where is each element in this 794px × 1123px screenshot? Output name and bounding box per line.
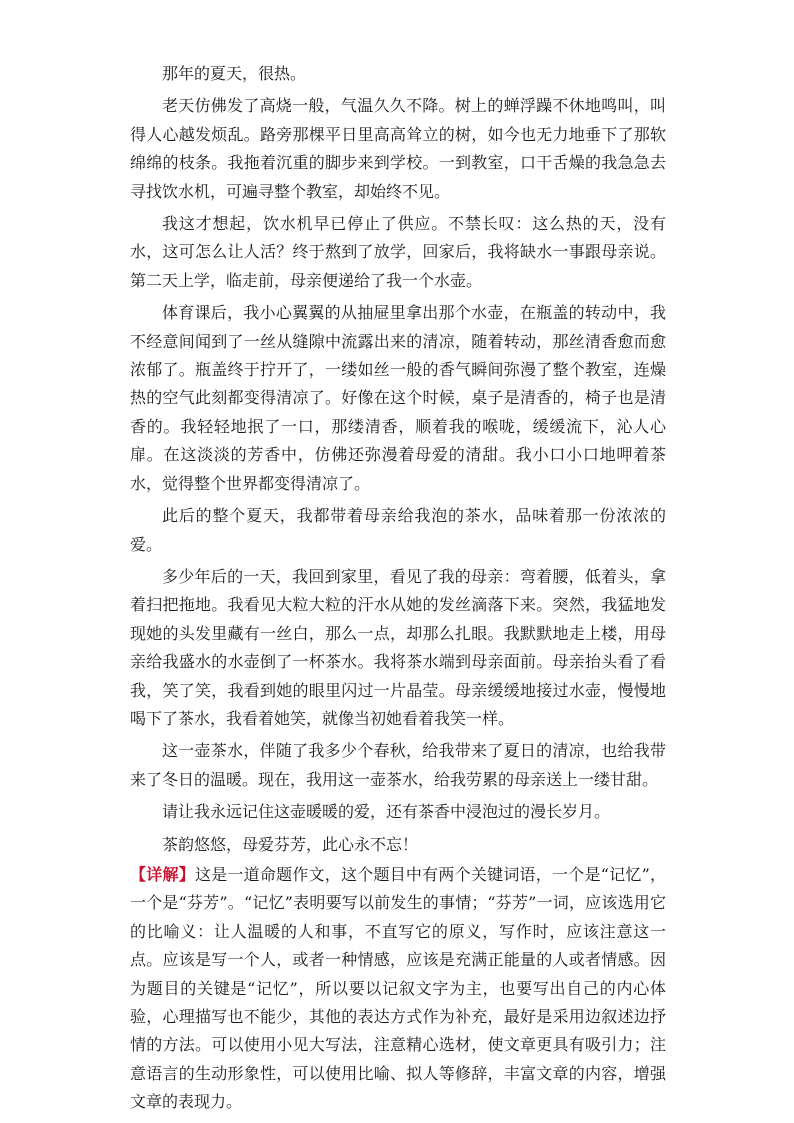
essay-paragraph-9: 茶韵悠悠，母爱芬芳，此心永不忘！ <box>162 834 419 854</box>
essay-paragraph-1: 那年的夏天，很热。 <box>162 64 307 83</box>
essay-paragraph-7: 这一壶茶水，伴随了我多少个春秋，给我带来了夏日的清凉，也给我带来了冬日的温暖。现在，我用这一壶茶水，给我劳累的母亲送上一缕甘甜。 <box>130 741 666 789</box>
explanation-text: 这是一道命题作文，这个题目中有两个关键词语，一个是“记忆”，一个是“芬芳”。“记忆”表明要写以前发生的事情；“芬芳”一词，应该选用它的比喻义：让人温暖的人和事，不直写它的原义，写作时，应该注意这一点。应该是写一个人，或者一种情感，应该是充满正能量的人或者情感。因为题目的关键是“记忆”，所以要以记叙文字为主，也要写出自己的内心体验，心理描写也不能少，其他的表达方式作为补充，最好是采用边叙述边抒情的方法。可以使用小见大写法，注意精心选材，使文章更具有吸引力；注意语言的生动形象性，可以使用比喻、拟人等修辞，丰富文章的内容，增强文章的表现力。 <box>130 864 666 1112</box>
document-page <box>130 60 666 1117</box>
essay-paragraph-5: 此后的整个夏天，我都带着母亲给我泡的茶水，品味着那一份浓浓的爱。 <box>130 506 666 554</box>
explanation-paragraph <box>130 861 666 1117</box>
explanation-tag: 【详解】 <box>130 864 195 884</box>
essay-paragraph-6: 多少年后的一天，我回到家里，看见了我的母亲：弯着腰，低着头，拿着扫把拖地。我看见大粒大粒的汗水从她的发丝滴落下来。突然，我猛地发现她的头发里藏有一丝白，那么一点，却那么扎眼。我默默地走上楼，用母亲给我盛水的水壶倒了一杯茶水。我将茶水端到母亲面前。母亲抬头看了看我，笑了笑，我看到她的眼里闪过一片晶莹。母亲缓缓地接过水壶，慢慢地喝下了茶水，我看着她笑，就像当初她看着我笑一样。 <box>130 566 666 728</box>
essay-paragraph-8: 请让我永远记住这壶暖暖的爱，还有茶香中浸泡过的漫长岁月。 <box>162 802 611 822</box>
essay-paragraph-4: 体育课后，我小心翼翼的从抽屉里拿出那个水壶，在瓶盖的转动中，我不经意间闻到了一丝从缝隙中流露出来的清凉，随着转动，那丝清香愈而愈浓郁了。瓶盖终于拧开了，一缕如丝一般的香气瞬间弥漫了整个教室，连燥热的空气此刻都变得清凉了。好像在这个时候，桌子是清香的，椅子也是清香的。我轻轻地抿了一口，那缕清香，顺着我的喉咙，缓缓流下，沁人心扉。在这淡淡的芳香中，仿佛还弥漫着母爱的清甜。我小口小口地呷着茶水，觉得整个世界都变得清凉了。 <box>130 303 666 493</box>
essay-paragraph-2: 老天仿佛发了高烧一般，气温久久不降。树上的蝉浮躁不休地鸣叫，叫得人心越发烦乱。路旁那棵平日里高高耸立的树，如今也无力地垂下了那软绵绵的枝条。我拖着沉重的脚步来到学校。一到教室，口干舌燥的我急急去寻找饮水机，可遍寻整个教室，却始终不见。 <box>130 96 666 201</box>
essay-paragraph-3: 我这才想起，饮水机早已停止了供应。不禁长叹：这么热的天，没有水，这可怎么让人活？终于熬到了放学，回家后，我将缺水一事跟母亲说。第二天上学，临走前，母亲便递给了我一个水壶。 <box>130 214 666 290</box>
